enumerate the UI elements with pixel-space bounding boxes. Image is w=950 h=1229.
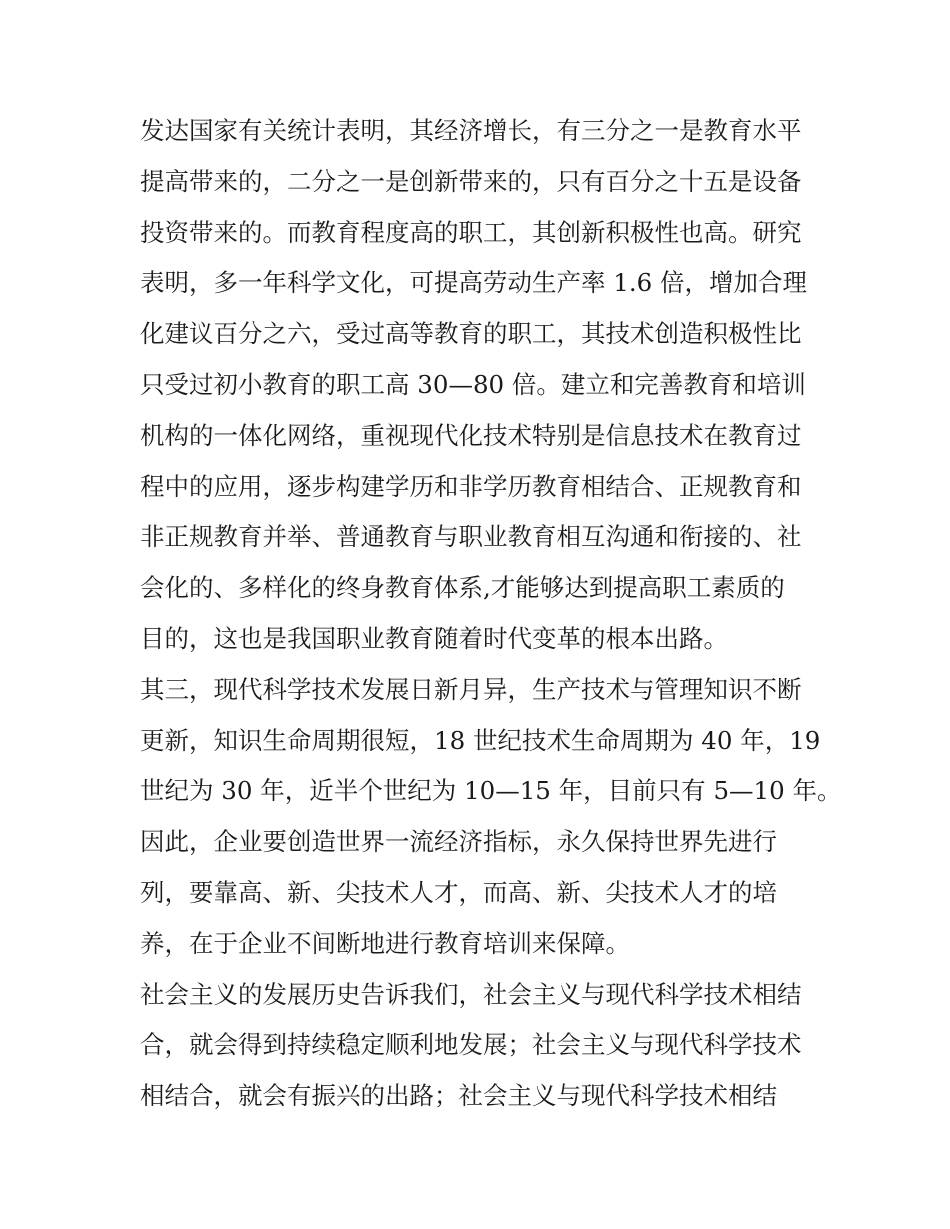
- text-line: 化建议百分之六，受过高等教育的职工，其技术创造积极性比: [140, 319, 802, 349]
- text-line: 养，在于企业不间断地进行教育培训来保障。: [140, 928, 630, 958]
- text-line: 列，要靠高、新、尖技术人才，而高、新、尖技术人才的培: [140, 877, 777, 907]
- text-line: 会化的、多样化的终身教育体系,才能够达到提高职工素质的: [140, 573, 785, 603]
- text-line: 投资带来的。而教育程度高的职工，其创新积极性也高。研究: [140, 217, 802, 247]
- body-text: [140, 106, 842, 1122]
- text-line: 只受过初小教育的职工高 30—80 倍。建立和完善教育和培训: [140, 369, 806, 399]
- text-line: 其三，现代科学技术发展日新月异，生产技术与管理知识不断: [140, 674, 802, 704]
- text-line: 机构的一体化网络，重视现代化技术特别是信息技术在教育过: [140, 420, 802, 450]
- text-line: 提高带来的，二分之一是创新带来的，只有百分之十五是设备: [140, 166, 802, 196]
- text-line: 更新，知识生命周期很短，18 世纪技术生命周期为 40 年，19: [140, 725, 821, 755]
- text-line: 发达国家有关统计表明，其经济增长，有三分之一是教育水平: [140, 116, 802, 145]
- text-line: 程中的应用，逐步构建学历和非学历教育相结合、正规教育和: [140, 471, 802, 501]
- text-line: 相结合，就会有振兴的出路；社会主义与现代科学技术相结: [140, 1081, 777, 1111]
- text-line: 非正规教育并举、普通教育与职业教育相互沟通和衔接的、社: [140, 522, 802, 552]
- text-line: 因此，企业要创造世界一流经济指标，永久保持世界先进行: [140, 827, 777, 857]
- text-line: 表明，多一年科学文化，可提高劳动生产率 1.6 倍，增加合理: [140, 268, 808, 298]
- text-line: 社会主义的发展历史告诉我们，社会主义与现代科学技术相结: [140, 979, 802, 1009]
- text-line: 世纪为 30 年，近半个世纪为 10—15 年，目前只有 5—10 年。: [140, 776, 842, 806]
- text-line: 目的，这也是我国职业教育随着时代变革的根本出路。: [140, 623, 728, 653]
- text-line: 合，就会得到持续稳定顺利地发展；社会主义与现代科学技术: [140, 1030, 802, 1060]
